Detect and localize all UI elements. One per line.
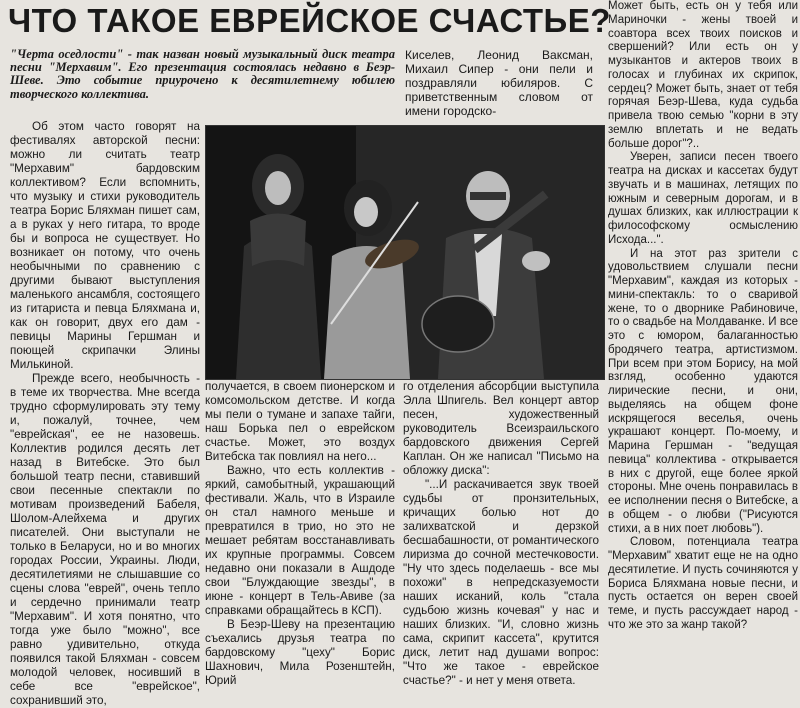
- column-left: [10, 120, 200, 707]
- paragraph: го отделения абсорбции выступила Элла Шпигель. Вел концерт автор песен, художественный руководитель Всеизраильского бардовского движения Сергей Каплан. Он же написал "Письмо на обложку диска":: [403, 380, 599, 477]
- column-third: [403, 380, 599, 699]
- paragraph: Уверен, записи песен твоего театра на дисках и кассетах будут звучать и в машинах, летящих по южным и северным дорогам, и в душах близких, как иллюстрации к философскому осмыслению Исхода...".: [608, 151, 798, 246]
- paragraph: Словом, потенциала театра "Мерхавим" хватит еще не на одно десятилетие. И пусть сочиняются у Бориса Бляхмана новые песни, и пусть остается он верен своей теме, и пусть рассуждает народ - что же это за жанр такой?: [608, 536, 798, 631]
- paragraph: Может быть, есть он у тебя или Мариночки - жены твоей и соавтора всех твоих поисков и свершений? Или есть он у музыкантов и актеров твоих в голосах и глубинах их скрипок, сердец? Может быть, знает от тебя горячая Беэр-Шева, куда судьба привела твою семью "корни в эту землю вплетать и не ведать больше дорог"?..: [608, 0, 798, 150]
- article-headline: ЧТО ТАКОЕ ЕВРЕЙСКОЕ СЧАСТЬЕ?: [8, 2, 611, 39]
- band-photo: [205, 125, 605, 380]
- paragraph: Киселев, Леонид Ваксман, Михаил Сипер - они пели и поздравляли юбиляров. С приветственным словом от имени городско-: [405, 48, 593, 118]
- column-second: [205, 380, 395, 699]
- paragraph: Прежде всего, необычность - в теме их творчества. Мне всегда трудно сформулировать эту тему и, пожалуй, точнее, чем "еврейская", ее не назовешь. Коллектив родился десять лет назад в Витебске. Это был большой театр песни, ставивший свои песенные спектакли по мотивам произведений Бабеля, Шолом-Алейхема и других писателей. Они выступали не только в Беларуси, но и во многих городах России, Украины. Люди, десятилетиями не слышавшие со сцены слова "еврей", очень тепло и сердечно принимали театр "Мерхавим". И хотя понятно, что тогда уже было "можно", все равно удивительно, откуда появился такой Бляхман - совсем молодой человек, носивший в себе все "еврейское", сохранивший это,: [10, 372, 200, 707]
- column-right: [608, 0, 798, 699]
- paragraph: получается, в своем пионерском и комсомольском детстве. И когда мы пели о тумане и запахе тайги, наш Борька пел о еврейском счастье. Может, это воздух Витебска так повлиял на него...: [205, 380, 395, 463]
- paragraph: И на этот раз зрители с удовольствием слушали песни "Мерхавим", каждая из которых - мини-спектакль: то о сваривой жене, то о дворнике Рабиновиче, то о свадьбе на Молдаванке. И все это с юмором, балаганностью бродячего театра, артистизмом. При всем при этом Борису, на мой взгляд, особенно удаются лирические песни, и они, выделяясь на общем фоне искрящегося веселья, очень украшают концерт. По-моему, и Марина Гершман - "ведущая певица" коллектива - открывается в них с другой, еще более яркой стороны. Мне очень понравилась в ее исполнении песня о Витебске, а в общем - о любви ("Рисуются стихи, а в них поет любовь").: [608, 247, 798, 535]
- article-lead: "Черта оседлости" - так назван новый музыкальный диск театра песни "Мерхавим". Его презентация состоялась недавно в Беэр-Шеве. Это событие приурочено к десятилетнему юбилею творческого коллектива.: [10, 47, 395, 101]
- quote-paragraph: "...И раскачивается звук твоей судьбы от пронзительных, кричащих болью нот до залихватской и дерзкой бесшабашности, от романтического лиризма до сочной местечковости. "Ну что здесь поделаешь - все мы похожи" в непредсказуемости наших исканий, коль "стала судьбою жизнь кочевая" у нас и наших близких. "И, словно жизнь сама, скрипит кассета", крутится диск, летит над душами вопрос: "Что же такое - еврейское счастье?" - и нет у меня ответа.: [403, 478, 599, 687]
- column-middle-top: [405, 48, 593, 118]
- paragraph: В Беэр-Шеву на презентацию съехались друзья театра по бардовскому "цеху" Борис Шахнович, Мила Розенштейн, Юрий: [205, 618, 395, 687]
- paragraph: Об этом часто говорят на фестивалях авторской песни: можно ли считать театр "Мерхавим" бардовским коллективом? Если вспомнить, что музыку и стихи руководитель театра Борис Бляхман пишет сам, а в руках у него гитара, то вроде бы и вопроса не существует. Но возникает он потому, что очень необычными по сравнению с другими бывают выступления маленького ансамбля, состоящего из гитариста и певца Бляхмана и, как он говорит, двух его дам - певицы Марины Гершман и поющей скрипачки Элины Милькиной.: [10, 120, 200, 371]
- paragraph: Важно, что есть коллектив - яркий, самобытный, украшающий фестивали. Жаль, что в Израиле он стал намного меньше и превратился в трио, но это не мешает ребятам восстанавливать их крупные программы. Совсем недавно они показали в Ашдоде свои "Блуждающие звезды", в июне - концерт в Тель-Авиве (за справками обращайтесь в КСП).: [205, 464, 395, 617]
